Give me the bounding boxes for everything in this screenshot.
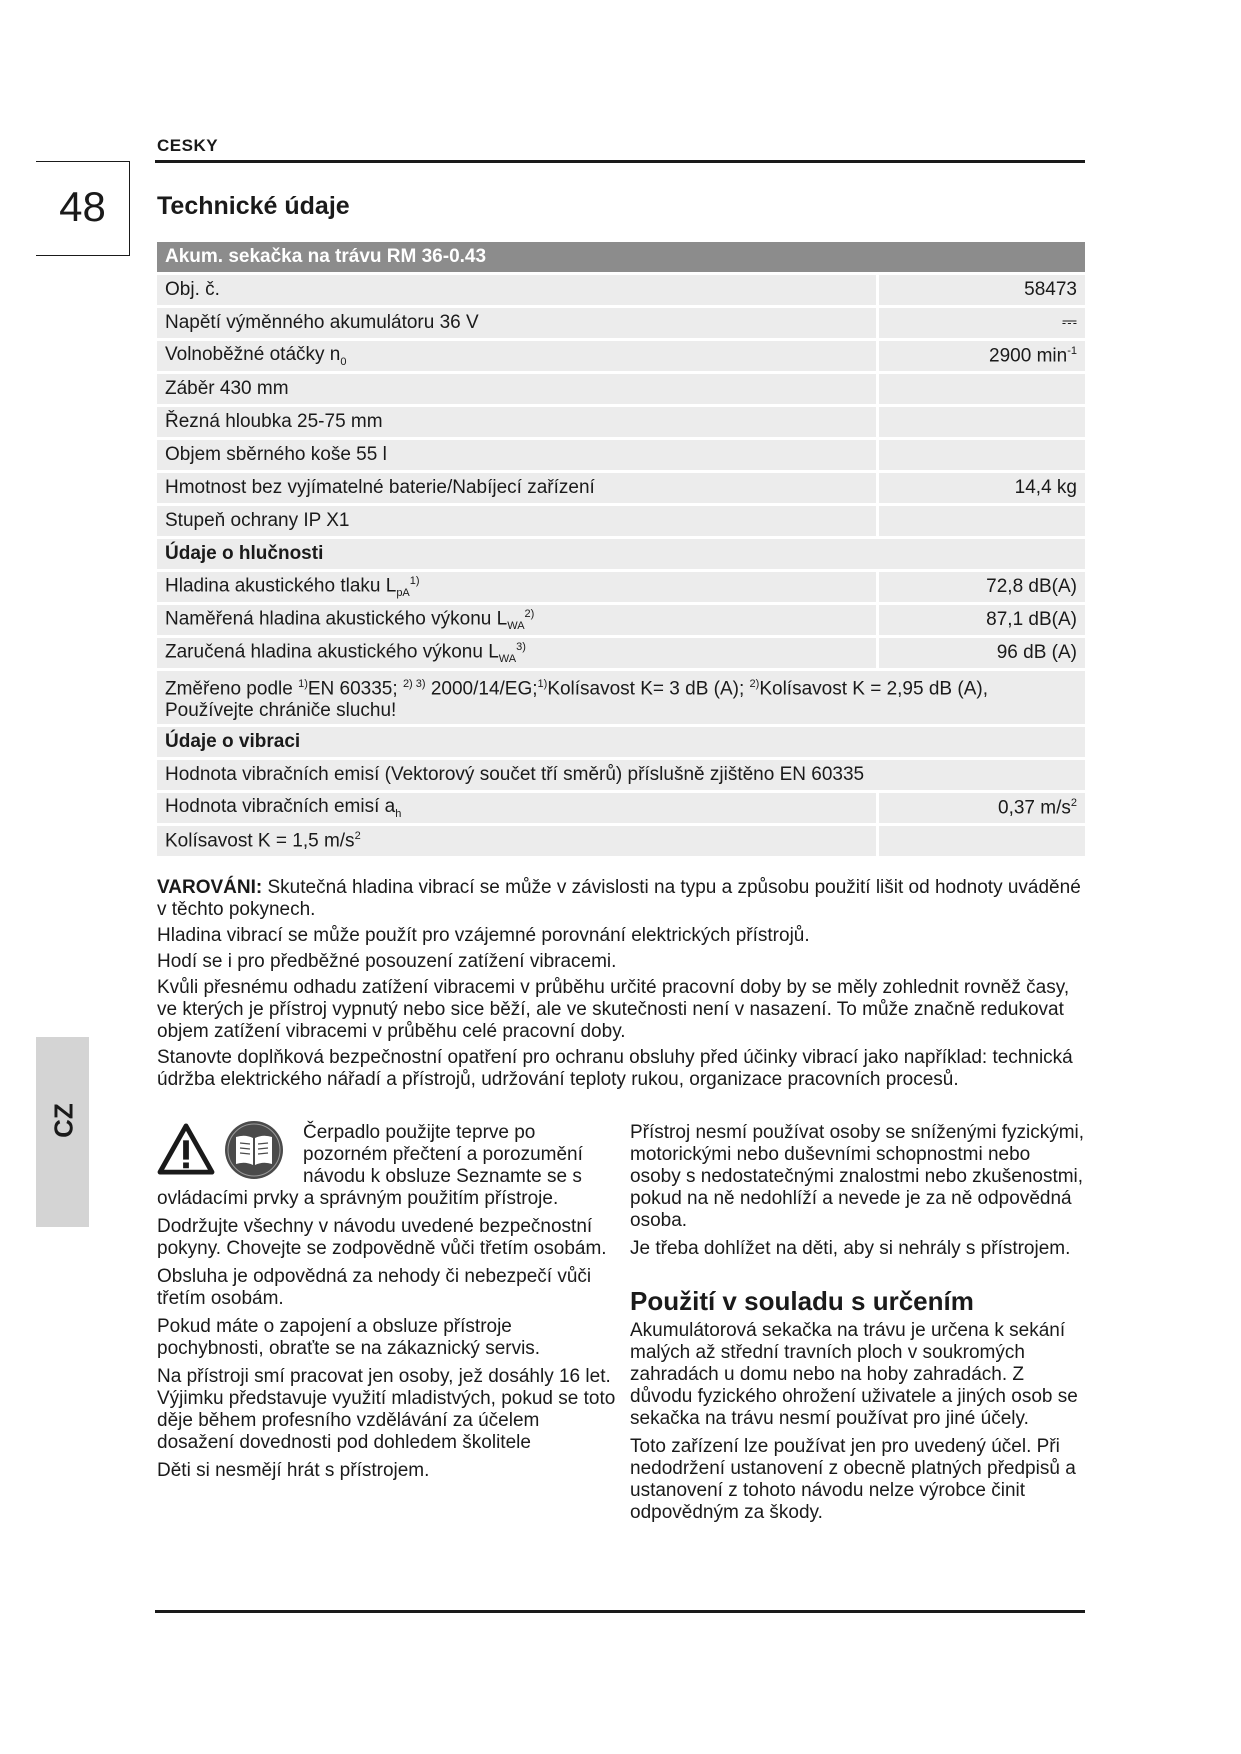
warning-paragraph: Hladina vibrací se může použít pro vzájemné porovnání elektrických přístrojů. [157,925,810,946]
dc-symbol: ⎓ [876,308,1085,338]
table-row [157,506,1085,536]
section-title: Technické údaje [157,192,350,220]
safety-left-column [157,1122,617,1488]
measured-power-subscript: WA [507,620,525,633]
row-label [157,638,876,668]
row-value [876,407,1085,437]
table-row [157,308,1085,338]
warning-paragraph: Hodí se i pro předběžné posouzení zatížení vibracemi. [157,951,617,972]
warning-label: VAROVÁNI: [157,877,263,898]
rpm-label: Volnoběžné otáčky n [165,344,341,366]
measurement-row [157,671,1085,724]
table-row [157,605,1085,635]
safety-paragraph: Čerpadlo použijte teprve po pozorném přečtení a porozumění návodu k obsluze Seznamte se s ovládacími prvky a správným použitím přístroje. [157,1122,583,1209]
intended-use-paragraph: Akumulátorová sekačka na trávu je určena k sekání malých až střední travních ploch v soukromých zahradách u domu nebo na hoby zahradách. Z důvodu fyzického ohrožení uživatele a jiných osob se sekačka na trávu nesmí používat pro jiné účely. [630,1320,1078,1429]
pressure-footnote: 1) [409,574,420,587]
table-header-row [157,242,1085,272]
rpm-value: 2900 min [989,345,1068,367]
footnote-ref: 1) [537,678,548,690]
safety-right-column [630,1122,1085,1530]
row-label: Stupeň ochrany IP X1 [157,506,876,536]
vibration-heading-row [157,727,1085,757]
vibration-k-label: Kolísavost K = 1,5 m/s [165,830,355,852]
row-label [157,826,876,856]
footnote-ref: 1) [298,678,308,690]
row-value: 87,1 dB(A) [876,605,1085,635]
row-value [876,374,1085,404]
row-label: Obj. č. [157,275,876,305]
pressure-label: Hladina akustického tlaku L [165,575,397,597]
row-label [157,793,876,823]
row-label [157,605,876,635]
row-value: 14,4 kg [876,473,1085,503]
icon-space [157,1122,303,1188]
bottom-rule [155,1610,1085,1613]
row-value [876,341,1085,371]
guaranteed-power-label: Zaručená hladina akustického výkonu L [165,641,499,663]
row-value [876,440,1085,470]
vibration-warning [157,877,1087,1095]
intended-use-heading: Použití v souladu s určením [630,1286,974,1316]
row-label: Řezná hloubka 25-75 mm [157,407,876,437]
guaranteed-power-footnote: 3) [516,640,526,653]
measurement-note [157,671,1085,724]
vibration-description: Hodnota vibračních emisí (Vektorový součet tří směrů) příslušně zjištěno EN 60335 [157,760,1085,790]
intended-use-paragraph: Toto zařízení lze používat jen pro uvedený účel. Při nedodržení ustanovení z obecně platných předpisů a ustanovení z tohoto návodu nelze výrobce činit odpovědným za škody. [630,1436,1076,1523]
vibration-value: 0,37 m/s [998,797,1071,819]
table-row [157,407,1085,437]
warning-text: Skutečná hladina vibrací se může v závislosti na typu a způsobu použití lišit od hodnoty uváděné v těchto pokynech. [157,877,1081,920]
rpm-superscript: -1 [1067,344,1077,357]
table-row [157,760,1085,790]
product-name: Akum. sekačka na trávu RM 36-0.43 [157,242,1085,272]
table-row [157,374,1085,404]
safety-paragraph: Dodržujte všechny v návodu uvedené bezpečnostní pokyny. Chovejte se zodpovědně vůči třetím osobám. [157,1216,607,1259]
row-value [876,826,1085,856]
rpm-subscript: 0 [340,355,347,368]
row-label: Záběr 430 mm [157,374,876,404]
measurement-pre: Změřeno podle [165,678,299,700]
warning-paragraph: Kvůli přesnému odhadu zatížení vibracemi v průběhu určité pracovní doby by se měly zohlednit rovněž časy, ve kterých je přístroj vypnutý nebo sice běží, ale ve skutečnosti není v nasazení. To může značně redukovat objem zatížení vibracemi v průběhu celé pracovní doby. [157,977,1070,1042]
row-label [157,341,876,371]
row-label: Hmotnost bez vyjímatelné baterie/Nabíjecí zařízení [157,473,876,503]
row-label [157,572,876,602]
safety-paragraph: Obsluha je odpovědná za nehody či nebezpečí vůči třetím osobám. [157,1266,592,1309]
measurement-directive: 2000/14/EG; [425,678,538,700]
safety-paragraph: Na přístroji smí pracovat jen osoby, jež dosáhly 16 let. Výjimku představuje využití mladistvých, pokud se toto děje během profesního vzdělávání za účelem dosažení dovednosti pod dohledem školitele [157,1366,616,1453]
measurement-tolerance: Kolísavost K= 3 dB (A); [547,678,750,700]
table-row [157,793,1085,823]
table-row [157,572,1085,602]
measurement-standard: EN 60335; [307,678,403,700]
safety-paragraph: Pokud máte o zapojení a obsluze přístroje pochybnosti, obraťte se na zákaznický servis. [157,1316,541,1359]
guaranteed-power-subscript: WA [498,653,517,666]
row-value: 96 dB (A) [876,638,1085,668]
vibration-label: Hodnota vibračních emisí a [165,796,396,818]
pressure-subscript: pA [396,587,410,600]
noise-heading: Údaje o hlučnosti [157,539,1085,569]
vibration-k-superscript: 2 [354,830,361,843]
top-rule [155,160,1085,163]
row-value: 58473 [876,275,1085,305]
row-value: 72,8 dB(A) [876,572,1085,602]
row-value [876,793,1085,823]
safety-paragraph: Děti si nesmějí hrát s přístrojem. [157,1460,430,1481]
row-value [876,506,1085,536]
table-row [157,638,1085,668]
vibration-value-superscript: 2 [1070,797,1077,810]
tech-data-table [157,239,1085,859]
safety-paragraph: Přístroj nesmí používat osoby se sníženými fyzickými, motorickými nebo duševními schopnostmi nebo osoby s nedostatečnými znalostmi nebo zkušenostmi, pokud na ně nedohlíží a nevede je za ně odpovědná osoba. [630,1122,1085,1231]
table-row [157,341,1085,371]
language-side-label: CZ [48,1103,79,1138]
vibration-subscript: h [395,808,402,821]
footnote-ref: 2) [749,678,760,690]
row-label: Objem sběrného koše 55 l [157,440,876,470]
noise-heading-row [157,539,1085,569]
row-label: Napětí výměnného akumulátoru 36 V [157,308,876,338]
measurement-tolerance-2: Kolísavost K = 2,95 dB (A), Používejte chrániče sluchu! [165,678,988,722]
footnote-ref: 2) 3) [402,678,426,690]
table-row [157,440,1085,470]
measured-power-footnote: 2) [524,607,535,620]
table-row [157,473,1085,503]
warning-paragraph [157,877,1087,921]
page-number: 48 [59,183,106,230]
warning-paragraph: Stanovte doplňková bezpečnostní opatření pro ochranu obsluhy před účinky vibrací jako například: technická údržba elektrického nářadí a přístrojů, udržování teploty rukou, organizace pracovních procesů. [157,1047,1073,1090]
safety-paragraph: Je třeba dohlížet na děti, aby si nehrály s přístrojem. [630,1238,1071,1259]
vibration-heading: Údaje o vibraci [157,727,1085,757]
language-header: CESKY [157,136,219,155]
table-row [157,826,1085,856]
measured-power-label: Naměřená hladina akustického výkonu L [165,608,508,630]
table-row [157,275,1085,305]
